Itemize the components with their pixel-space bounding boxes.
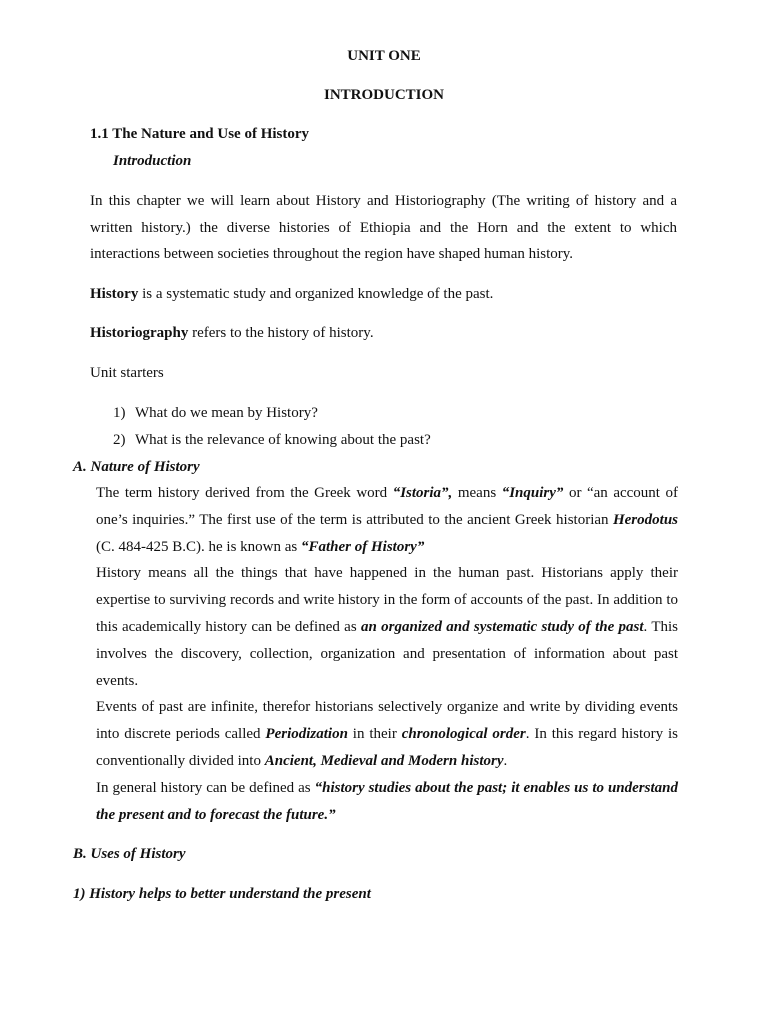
definition-historiography-term: Historiography <box>90 325 189 341</box>
section-a-body <box>96 480 678 828</box>
section-b-heading: B. Uses of History <box>73 846 186 862</box>
text-run: in their <box>347 726 402 743</box>
definition-history-text: is a systematic study and organized knowledge of the past. <box>138 286 494 302</box>
starter-number: 2) <box>113 432 126 448</box>
starter-text: What is the relevance of knowing about the past? <box>135 432 431 448</box>
definition-history <box>90 285 493 303</box>
nature-paragraph-2 <box>96 560 678 694</box>
emphasis-run: “history studies about the past; it enables us to understand the present and to forecast the future.” <box>96 779 678 823</box>
emphasis-run: chronological order <box>401 726 526 743</box>
text-run: . This involves the discovery, collection, organization and presentation of information about past events. <box>96 618 678 689</box>
section-a-heading: A. Nature of History <box>73 459 200 475</box>
text-run: means <box>452 485 502 501</box>
unit-starters-label: Unit starters <box>90 365 164 381</box>
starter-text: What do we mean by History? <box>135 405 318 421</box>
definition-history-term: History <box>90 286 139 302</box>
text-run: Events of past are infinite, therefor historians selectively organize and write by dividing events into discrete periods called <box>96 699 678 743</box>
nature-paragraph-3 <box>96 694 678 774</box>
starter-number: 1) <box>113 405 126 421</box>
nature-paragraph-4 <box>96 775 678 829</box>
emphasis-run: “Father of History” <box>301 538 425 555</box>
emphasis-run: Periodization <box>265 726 348 743</box>
text-run: The term history derived from the Greek word <box>96 485 393 501</box>
text-run: (C. 484-425 B.C). he is known as <box>96 538 301 555</box>
nature-paragraph-1 <box>96 480 678 560</box>
starter-item <box>113 404 318 422</box>
section-b-item-1: 1) History helps to better understand the present <box>73 886 371 902</box>
emphasis-run: “Istoria”, <box>392 485 453 501</box>
emphasis-run: an organized and systematic study of the past <box>360 618 644 635</box>
sub-heading: Introduction <box>113 153 192 169</box>
emphasis-run: Ancient, Medieval and Modern history <box>264 752 504 769</box>
starter-item <box>113 431 431 449</box>
intro-paragraph-text: In this chapter we will learn about History and Historiography (The writing of history and a written history.) the diverse histories of Ethiopia and the Horn and the extent to which interactions between societies throughout the region have shaped human history. <box>90 193 677 262</box>
text-run: . In this regard history is conventionally divided into <box>96 726 678 769</box>
text-run: History means all the things that have happened in the human past. Historians apply their expertise to surviving records and write history in the form of accounts of the past. In addition to this academically history can be defined as <box>96 565 678 635</box>
emphasis-run: Herodotus <box>612 511 678 528</box>
intro-title: INTRODUCTION <box>323 87 444 103</box>
emphasis-run: “Inquiry” <box>501 485 564 501</box>
section-heading: 1.1 The Nature and Use of History <box>90 126 310 142</box>
text-run: . <box>503 752 508 769</box>
text-run: or “an account of one’s inquiries.” The first use of the term is attributed to the ancient Greek historian <box>96 485 678 528</box>
text-run: In general history can be defined as <box>96 779 315 796</box>
definition-historiography-text: refers to the history of history. <box>188 325 374 341</box>
intro-paragraph <box>90 188 677 268</box>
definition-historiography <box>90 324 374 342</box>
unit-title: UNIT ONE <box>347 48 421 64</box>
